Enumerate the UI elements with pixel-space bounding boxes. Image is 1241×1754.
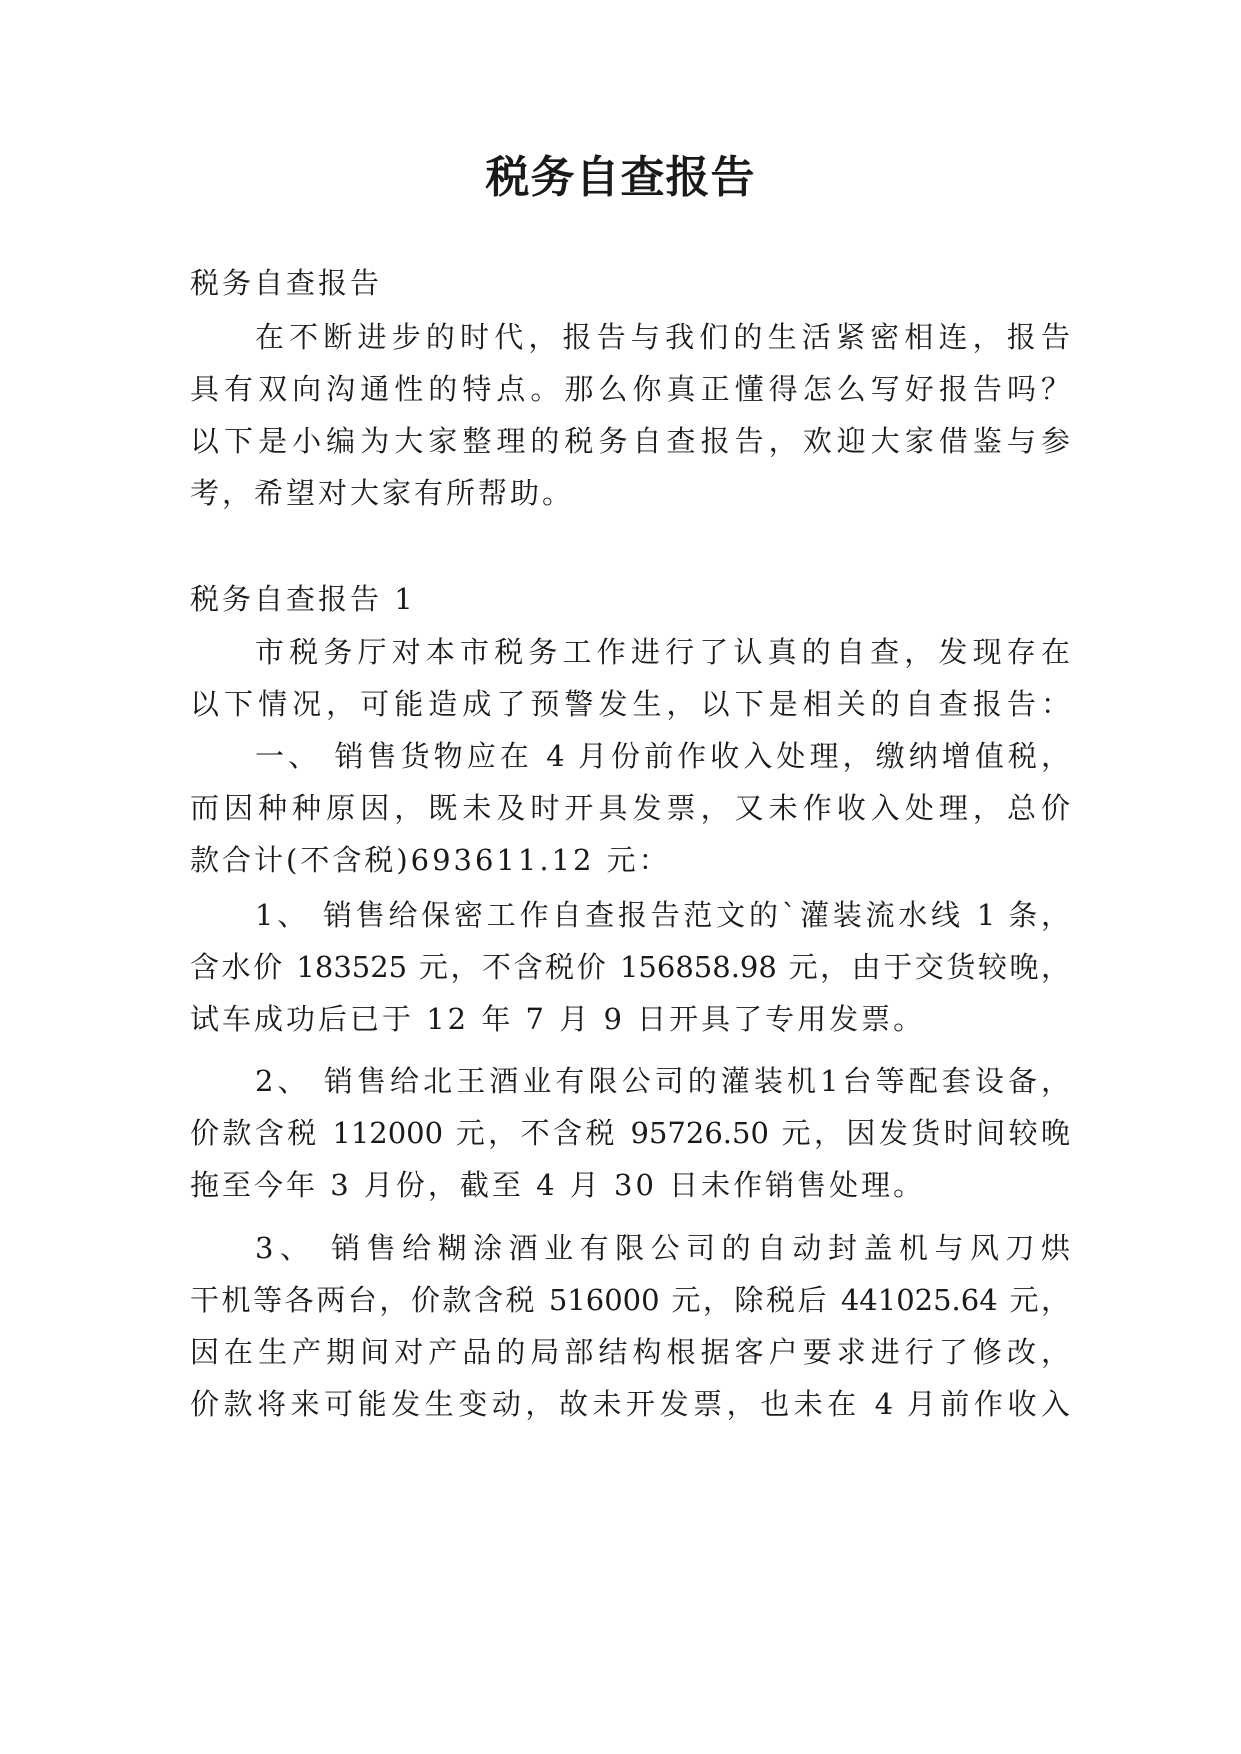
section-heading: 税务自查报告: [190, 266, 383, 300]
paragraph-line: 3、 销售给糊涂酒业有限公司的自动封盖机与风刀烘: [255, 1231, 1070, 1265]
paragraph-line: 以下是小编为大家整理的税务自查报告，欢迎大家借鉴与参: [190, 424, 1070, 458]
paragraph-line: 试车成功后已于 12 年 7 月 9 日开具了专用发票。: [190, 1002, 926, 1036]
paragraph-line: 价款含税 112000 元，不含税 95726.50 元，因发货时间较晚: [190, 1116, 1070, 1150]
paragraph-line: 含水价 183525 元，不含税价 156858.98 元，由于交货较晚，: [190, 950, 1070, 984]
paragraph-line: 而因种种原因，既未及时开具发票，又未作收入处理，总价: [190, 791, 1070, 825]
document-title: 税务自查报告: [485, 152, 756, 203]
paragraph-line: 考，希望对大家有所帮助。: [190, 476, 575, 510]
paragraph-line: 2、 销售给北王酒业有限公司的灌装机1台等配套设备，: [255, 1064, 1070, 1098]
paragraph-line: 拖至今年 3 月份，截至 4 月 30 日未作销售处理。: [190, 1168, 926, 1202]
paragraph-line: 1、 销售给保密工作自查报告范文的`灌装流水线 1 条，: [255, 898, 1070, 932]
paragraph-line: 一、 销售货物应在 4 月份前作收入处理，缴纳增值税，: [255, 739, 1070, 773]
section-heading: 税务自查报告 1: [190, 582, 416, 616]
paragraph-line: 市税务厅对本市税务工作进行了认真的自查，发现存在: [255, 635, 1070, 669]
paragraph-line: 在不断进步的时代，报告与我们的生活紧密相连，报告: [255, 320, 1070, 354]
paragraph-line: 以下情况，可能造成了预警发生，以下是相关的自查报告：: [190, 687, 1070, 721]
paragraph-line: 价款将来可能发生变动，故未开发票，也未在 4 月前作收入: [190, 1387, 1070, 1421]
paragraph-line: 干机等各两台，价款含税 516000 元，除税后 441025.64 元，: [190, 1283, 1070, 1317]
paragraph-line: 因在生产期间对产品的局部结构根据客户要求进行了修改，: [190, 1335, 1070, 1369]
paragraph-line: 具有双向沟通性的特点。那么你真正懂得怎么写好报告吗？: [190, 372, 1070, 406]
paragraph-line: 款合计(不含税)693611.12 元：: [190, 843, 671, 877]
